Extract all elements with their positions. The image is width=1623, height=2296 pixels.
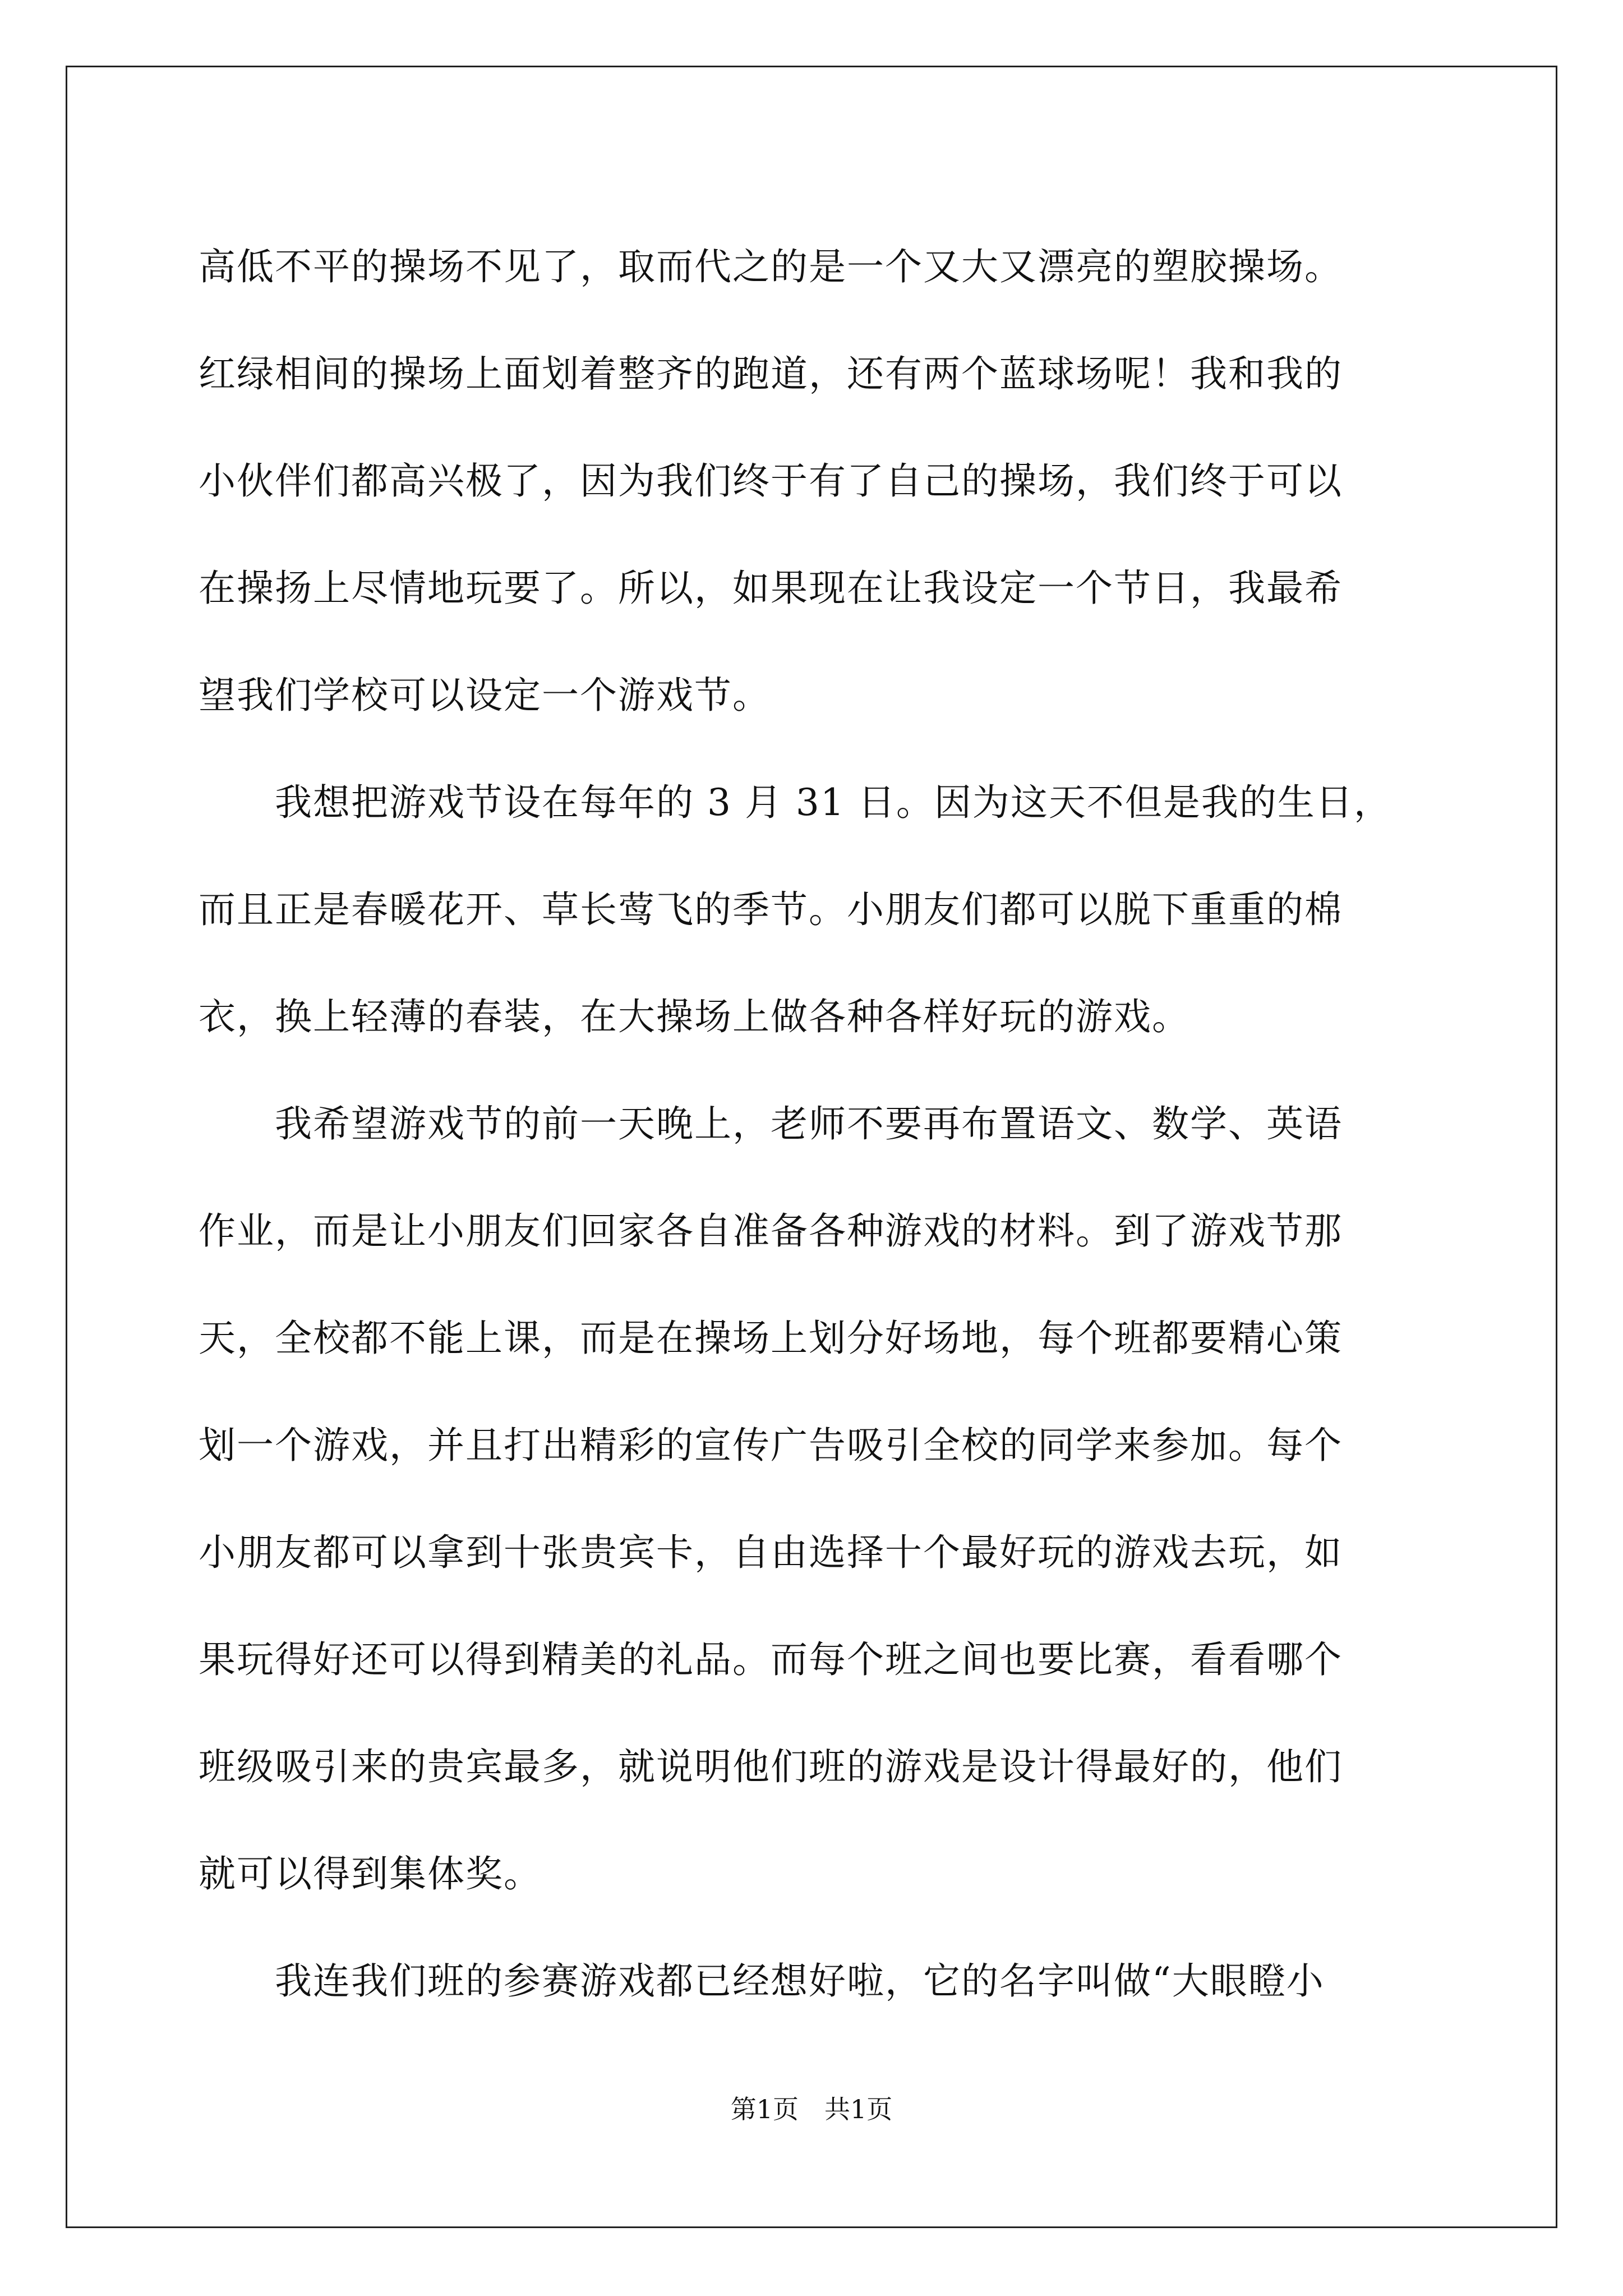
text-line: 小朋友都可以拿到十张贵宾卡，自由选择十个最好玩的游戏去玩，如 [199,1531,1343,1574]
text-line: 班级吸引来的贵宾最多，就说明他们班的游戏是设计得最好的，他们 [199,1745,1343,1788]
text-line: 衣，换上轻薄的春装，在大操场上做各种各样好玩的游戏。 [199,995,1190,1038]
text-line: 望我们学校可以设定一个游戏节。 [199,674,771,717]
text-line: 果玩得好还可以得到精美的礼品。而每个班之间也要比赛，看看哪个 [199,1638,1343,1681]
text-line: 天，全校都不能上课，而是在操场上划分好场地，每个班都要精心策 [199,1317,1343,1360]
text-line: 我希望游戏节的前一天晚上，老师不要再布置语文、数学、英语 [199,1102,1343,1145]
text-line: 而且正是春暖花开、草长莺飞的季节。小朋友们都可以脱下重重的棉 [199,888,1343,931]
text-line: 小伙伴们都高兴极了，因为我们终于有了自己的操场，我们终于可以 [199,459,1343,503]
text-line: 作业，而是让小朋友们回家各自准备各种游戏的材料。到了游戏节那 [199,1209,1343,1253]
page-footer: 第1页 共1页 [730,2094,893,2124]
text-line: 我想把游戏节设在每年的 3 月 31 日。因为这天不但是我的生日， [199,781,1392,824]
text-line: 就可以得到集体奖。 [199,1852,542,1895]
text-line: 高低不平的操场不见了，取而代之的是一个又大又漂亮的塑胶操场。 [199,245,1343,288]
text-line: 我连我们班的参赛游戏都已经想好啦，它的名字叫做“大眼瞪小 [199,1959,1325,2003]
text-line: 在操扬上尽情地玩要了。所以，如果现在让我设定一个节日，我最希 [199,567,1343,610]
text-line: 红绿相间的操场上面划着整齐的跑道，还有两个蓝球场呢！我和我的 [199,352,1343,395]
text-line: 划一个游戏，并且打出精彩的宣传广告吸引全校的同学来参加。每个 [199,1424,1343,1467]
document-body [199,213,1432,2035]
